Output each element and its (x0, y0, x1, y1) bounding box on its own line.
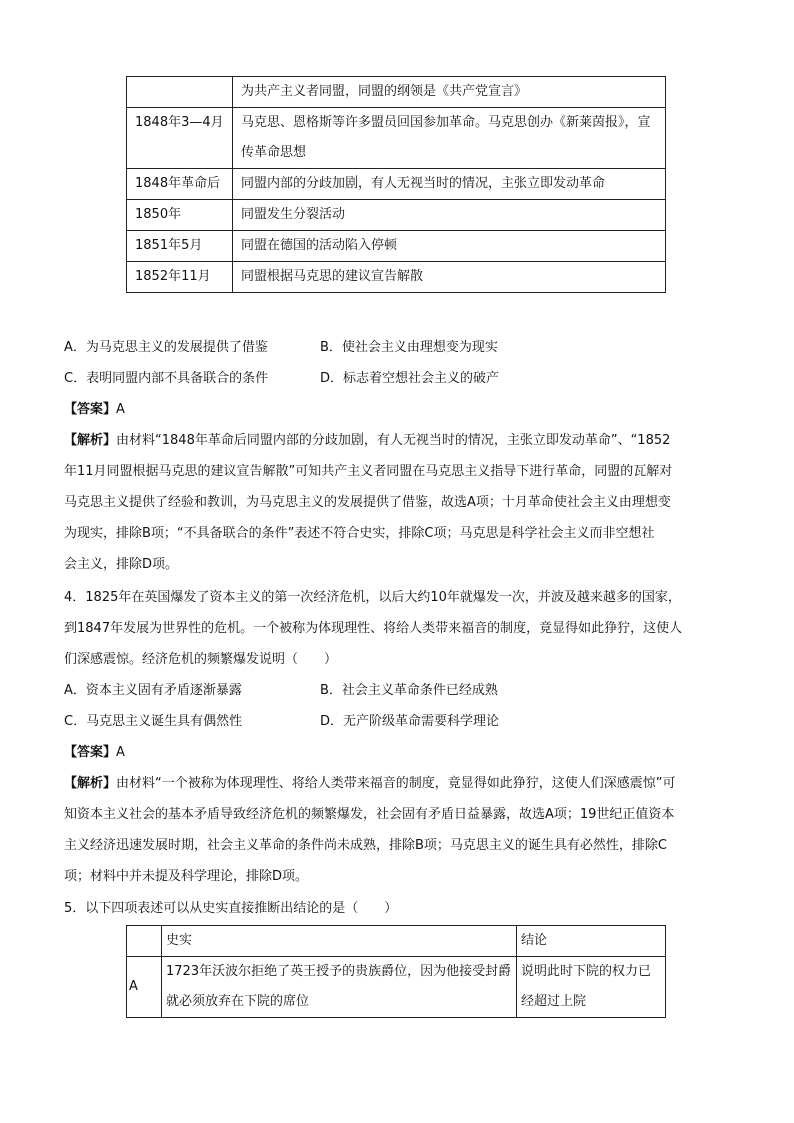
q4-analysis-line-2: 知资本主义社会的基本矛盾导致经济危机的频繁爆发，社会固有矛盾日益暴露，故选A项；19世纪正值资本 (64, 807, 675, 822)
q5-stem: 5．以下四项表述可以从史实直接推断出结论的是（ ） (64, 901, 398, 916)
q4-analysis-line-4: 项；材料中并未提及科学理论，排除D项。 (64, 869, 309, 884)
table-row (127, 108, 666, 169)
row-label: A (127, 957, 162, 1018)
event-cell: 同盟内部的分歧加剧，有人无视当时的情况，主张立即发动革命 (233, 169, 666, 200)
fact-cell: 1723年沃波尔拒绝了英王授予的贵族爵位，因为他接受封爵就必须放弃在下院的席位 (162, 957, 517, 1018)
header-cell-fact: 史实 (162, 926, 517, 957)
q4-option-b: B．社会主义革命条件已经成熟 (320, 683, 498, 698)
event-cell: 同盟发生分裂活动 (233, 200, 666, 231)
time-cell: 1851年5月 (127, 231, 233, 262)
header-cell (127, 926, 162, 957)
q3-option-d: D．标志着空想社会主义的破产 (320, 371, 500, 386)
conclusion-cell: 说明此时下院的权力已经超过上院 (517, 957, 666, 1018)
q3-analysis-line-1 (64, 433, 670, 449)
event-cell: 马克思、恩格斯等许多盟员回国参加革命。马克思创办《新莱茵报》，宣传革命思想 (233, 108, 666, 169)
q4-stem-line-1: 4．1825年在英国爆发了资本主义的第一次经济危机，以后大约10年就爆发一次，并波及越来越多的国家， (64, 590, 681, 605)
q4-stem-line-2: 到1847年发展为世界性的危机。一个被称为体现理性、将给人类带来福音的制度，竟显得如此狰狞，这使人 (64, 621, 683, 636)
event-cell: 同盟在德国的活动陷入停顿 (233, 231, 666, 262)
header-cell-conclusion: 结论 (517, 926, 666, 957)
answer-label: 【答案】 (64, 745, 117, 760)
table-row (127, 957, 666, 1018)
q4-answer (64, 745, 125, 761)
q3-analysis-line-4: 为现实，排除B项；“不具备联合的条件”表述不符合史实，排除C项；马克思是科学社会主义而非空想社 (64, 526, 655, 541)
q4-analysis-line-3: 主义经济迅速发展时期，社会主义革命的条件尚未成熟，排除B项；马克思主义的诞生具有必然性，排除C (64, 838, 667, 853)
q3-option-b: B．使社会主义由理想变为现实 (320, 340, 498, 355)
time-cell: 1848年3—4月 (127, 108, 233, 169)
league-history-table (126, 76, 666, 293)
analysis-label: 【解析】 (64, 776, 117, 791)
time-cell: 1850年 (127, 200, 233, 231)
table-row (127, 262, 666, 293)
table-row (127, 231, 666, 262)
table-row (127, 77, 666, 108)
analysis-label: 【解析】 (64, 433, 117, 448)
q3-option-c: C．表明同盟内部不具备联合的条件 (64, 371, 269, 386)
analysis-text: 由材料“1848年革命后同盟内部的分歧加剧，有人无视当时的情况，主张立即发动革命”、“1852 (116, 433, 671, 448)
answer-value: A (116, 402, 125, 417)
q3-analysis-line-5: 会主义，排除D项。 (64, 557, 179, 572)
q3-analysis-line-2: 年11月同盟根据马克思的建议宣告解散”可知共产主义者同盟在马克思主义指导下进行革命，同盟的瓦解对 (64, 464, 673, 479)
table-row (127, 169, 666, 200)
q5-table (126, 925, 666, 1018)
time-cell (127, 77, 233, 108)
q3-option-a: A．为马克思主义的发展提供了借鉴 (64, 340, 268, 355)
time-cell: 1848年革命后 (127, 169, 233, 200)
answer-value: A (116, 745, 125, 760)
time-cell: 1852年11月 (127, 262, 233, 293)
q4-option-d: D．无产阶级革命需要科学理论 (320, 714, 500, 729)
answer-label: 【答案】 (64, 402, 117, 417)
event-cell: 同盟根据马克思的建议宣告解散 (233, 262, 666, 293)
table-header-row (127, 926, 666, 957)
analysis-text: 由材料“一个被称为体现理性、将给人类带来福音的制度，竟显得如此狰狞，这使人们深感震惊”可 (116, 776, 676, 791)
q3-analysis-line-3: 马克思主义提供了经验和教训，为马克思主义的发展提供了借鉴，故选A项；十月革命使社会主义由理想变 (64, 495, 671, 510)
q3-answer (64, 402, 125, 418)
event-cell: 为共产主义者同盟，同盟的纲领是《共产党宣言》 (233, 77, 666, 108)
q4-option-a: A．资本主义固有矛盾逐渐暴露 (64, 683, 242, 698)
table-row (127, 200, 666, 231)
q4-stem-line-3: 们深感震惊。经济危机的频繁爆发说明（ ） (64, 652, 338, 667)
q4-option-c: C．马克思主义诞生具有偶然性 (64, 714, 243, 729)
q4-analysis-line-1 (64, 776, 676, 792)
